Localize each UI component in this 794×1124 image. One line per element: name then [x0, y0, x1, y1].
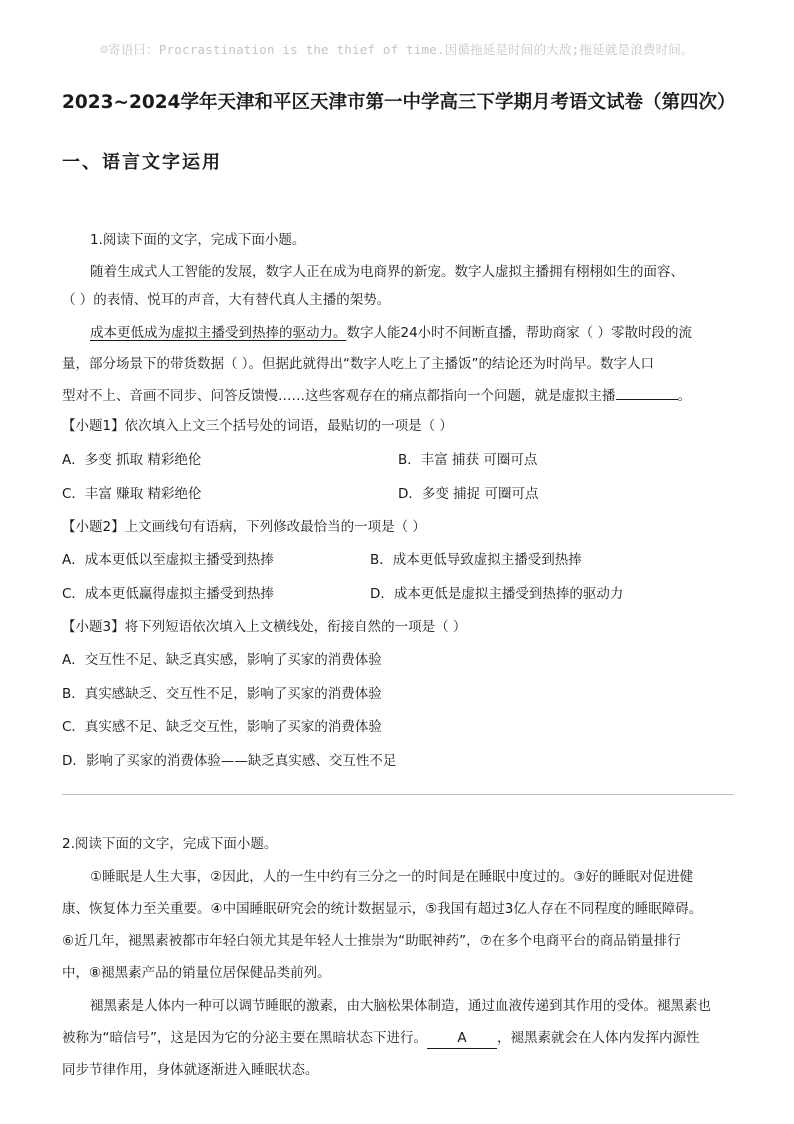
page-title: 2023~2024学年天津和平区天津市第一中学高三下学期月考语文试卷（第四次） — [62, 92, 736, 113]
q2-blank-a: A — [427, 1028, 497, 1049]
q2-paragraph1-line3: ⑥近几年，褪黑素被都市年轻白领尤其是年轻人士推崇为“助眠神药”，⑦在多个电商平台的商品销量排行 — [62, 933, 681, 949]
q1-sub1-stem: 【小题1】依次填入上文三个括号处的词语，最贴切的一项是（ ） — [62, 418, 453, 434]
q1-sub2-option-a: A．成本更低以至虚拟主播受到热捧 — [62, 552, 274, 568]
q1-paragraph1-line2: （ ）的表情、悦耳的声音，大有替代真人主播的架势。 — [62, 292, 391, 308]
q1-sub2-option-d: D．成本更低是虚拟主播受到热捧的驱动力 — [370, 586, 624, 602]
q1-sub3-option-d: D．影响了买家的消费体验——缺乏真实感、交互性不足 — [62, 753, 397, 769]
q1-sub1-option-d: D．多变 捕捉 可圈可点 — [398, 486, 539, 502]
q2-paragraph2-line1: 褪黑素是人体内一种可以调节睡眠的激素，由大脑松果体制造，通过血液传递到其作用的受体。褪黑素也 — [90, 998, 711, 1014]
q1-paragraph2-line1 — [90, 323, 734, 343]
q1-sub1-option-b: B．丰富 捕获 可圈可点 — [398, 452, 538, 468]
q2-paragraph1-line1: ①睡眠是人生大事，②因此，人的一生中约有三分之一的时间是在睡眠中度过的。③好的睡眠对促进健 — [90, 869, 694, 885]
q1-sub2-stem: 【小题2】上文画线句有语病，下列修改最恰当的一项是（ ） — [62, 519, 426, 535]
q1-sub2-option-b: B．成本更低导致虚拟主播受到热捧 — [370, 552, 582, 568]
q1-sub1-option-a: A．多变 抓取 精彩绝伦 — [62, 452, 202, 468]
q2-paragraph2-line2 — [62, 1028, 734, 1049]
q1-sub1-option-c: C．丰富 赚取 精彩绝伦 — [62, 486, 202, 502]
q1-sub2-option-c: C．成本更低赢得虚拟主播受到热捧 — [62, 586, 274, 602]
q1-fill-blank — [616, 385, 678, 400]
q2-paragraph2-line2-text: 被称为“暗信号”，这是因为它的分泌主要在黑暗状态下进行。 — [62, 1030, 427, 1046]
q1-paragraph2-line2: 量，部分场景下的带货数据（ ）。但据此就得出“数字人吃上了主播饭”的结论还为时尚早。数字人口 — [62, 356, 655, 372]
q1-sub3-option-a: A．交互性不足、缺乏真实感，影响了买家的消费体验 — [62, 652, 382, 668]
q1-paragraph2-line3-end: 。 — [677, 388, 691, 404]
q1-underlined-sentence: 成本更低成为虚拟主播受到热捧的驱动力。 — [90, 325, 347, 341]
q1-paragraph1-line1: 随着生成式人工智能的发展，数字人正在成为电商界的新宠。数字人虚拟主播拥有栩栩如生的面容、 — [90, 264, 684, 280]
section-heading: 一、语言文字运用 — [62, 152, 222, 173]
q1-sub3-option-c: C．真实感不足、缺乏交互性，影响了买家的消费体验 — [62, 719, 382, 735]
q2-paragraph2-line2-rest: ，褪黑素就会在人体内发挥内源性 — [497, 1030, 700, 1046]
q1-paragraph2-line3 — [62, 385, 734, 406]
q2-paragraph1-line2: 康、恢复体力至关重要。④中国睡眠研究会的统计数据显示，⑤我国有超过3亿人存在不同程度的睡眠障碍。 — [62, 901, 703, 917]
q1-sub3-stem: 【小题3】将下列短语依次填入上文横线处，衔接自然的一项是（ ） — [62, 619, 467, 635]
q2-paragraph2-line3: 同步节律作用，身体就逐渐进入睡眠状态。 — [62, 1062, 319, 1078]
q1-paragraph2-line3-text: 型对不上、音画不同步、问答反馈慢……这些客观存在的痛点都指向一个问题，就是虚拟主播 — [62, 388, 616, 404]
q1-sub3-option-b: B．真实感缺乏、交互性不足，影响了买家的消费体验 — [62, 686, 382, 702]
q1-intro: 1.阅读下面的文字，完成下面小题。 — [90, 232, 306, 248]
header-motto: ☺寄语曰：Procrastination is the thief of time.因循拖延是时间的大敌;拖延就是浪费时间。 — [100, 42, 694, 57]
q2-paragraph1-line4: 中，⑧褪黑素产品的销量位居保健品类前列。 — [62, 965, 331, 981]
q1-paragraph2-line1-rest: 数字人能24小时不间断直播，帮助商家（ ）零散时段的流 — [346, 325, 692, 341]
question-divider — [62, 794, 734, 795]
q2-intro: 2.阅读下面的文字，完成下面小题。 — [62, 836, 278, 852]
